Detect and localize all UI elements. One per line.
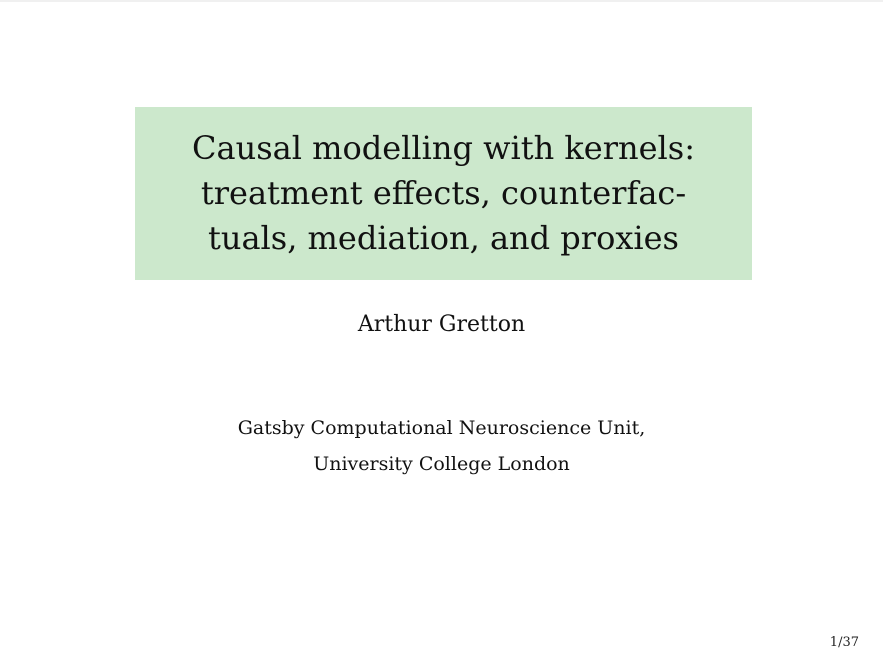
top-rule — [0, 0, 883, 2]
page-number: 1/37 — [829, 635, 859, 650]
affiliation-line-2: University College London — [313, 453, 570, 475]
affiliation-line-1: Gatsby Computational Neuroscience Unit, — [237, 417, 646, 439]
affiliation — [0, 410, 883, 482]
author-name: Arthur Gretton — [357, 312, 526, 337]
title-line-3: tuals, mediation, and proxies — [208, 219, 679, 257]
title-line-1: Causal modelling with kernels: — [192, 129, 695, 167]
title-line-2: treatment effects, counterfac- — [200, 174, 687, 212]
title-block — [135, 107, 752, 280]
slide-title — [192, 126, 695, 261]
